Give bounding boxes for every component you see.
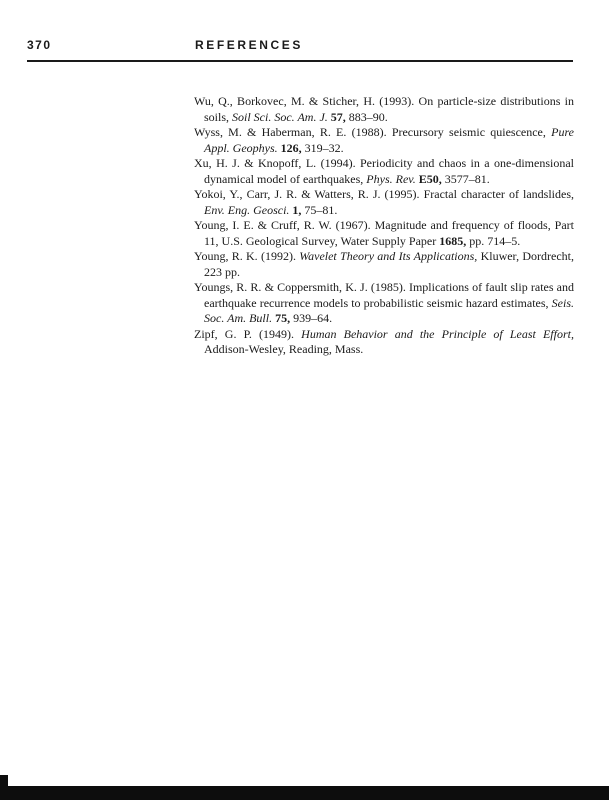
reference-text: Yokoi, Y., Carr, J. R. & Watters, R. J. (1995). Fractal character of landslides, bbox=[194, 187, 574, 201]
reference-entry bbox=[194, 156, 574, 187]
reference-volume-bold: 126, bbox=[280, 140, 302, 155]
running-head: REFERENCES bbox=[195, 38, 304, 52]
reference-text: 75–81. bbox=[301, 202, 338, 217]
reference-entry bbox=[194, 125, 574, 156]
reference-volume-bold: 75, bbox=[275, 311, 291, 325]
reference-entry bbox=[194, 187, 574, 218]
reference-title-italic: Phys. Rev. bbox=[366, 171, 416, 186]
reference-text: 939–64. bbox=[290, 311, 333, 325]
reference-text: Addison-Wesley, Reading, Mass. bbox=[204, 342, 364, 356]
reference-text: Wyss, M. & Haberman, R. E. (1988). Precursory seismic quiescence, bbox=[194, 125, 552, 139]
reference-title-italic: Pure Appl. Geophys. bbox=[204, 125, 574, 155]
reference-volume-bold: 1, bbox=[292, 202, 302, 217]
scan-edge-mark bbox=[0, 775, 8, 786]
reference-title-italic: Env. Eng. Geosci. bbox=[204, 202, 290, 217]
reference-entry bbox=[194, 94, 574, 125]
reference-entry bbox=[194, 327, 574, 358]
reference-entry bbox=[194, 280, 574, 327]
scan-edge-bar bbox=[0, 786, 609, 800]
reference-text: Zipf, G. P. (1949). bbox=[194, 326, 302, 341]
reference-text: Wu, Q., Borkovec, M. & Sticher, H. (1993). On particle-size distributions in soils, bbox=[194, 94, 574, 124]
reference-volume-bold: 57, bbox=[330, 109, 346, 124]
reference-text: Young, R. K. (1992). bbox=[194, 249, 300, 263]
page-number: 370 bbox=[27, 38, 52, 52]
reference-text: Youngs, R. R. & Coppersmith, K. J. (1985). Implications of fault slip rates and earthquake recurrence models to probabilistic seismic hazard estimates, bbox=[194, 280, 574, 310]
reference-text: Xu, H. J. & Knopoff, L. (1994). Periodicity and chaos in a one-dimensional dynamical model of earthquakes, bbox=[194, 156, 574, 186]
reference-volume-bold: E50, bbox=[418, 171, 442, 186]
reference-title-italic: Soil Sci. Soc. Am. J. bbox=[232, 109, 328, 124]
reference-text: 319–32. bbox=[301, 140, 344, 155]
page-header bbox=[27, 38, 577, 58]
reference-volume-bold: 1685, bbox=[439, 233, 467, 248]
reference-text: Kluwer, Dordrecht, 223 pp. bbox=[204, 249, 574, 279]
reference-text: 883–90. bbox=[345, 109, 388, 124]
reference-entry bbox=[194, 249, 574, 280]
reference-list bbox=[194, 94, 574, 358]
reference-title-italic: Seis. Soc. Am. Bull. bbox=[204, 295, 574, 325]
header-rule bbox=[27, 60, 573, 62]
reference-title-italic: Human Behavior and the Principle of Least Effort, bbox=[301, 326, 574, 341]
reference-title-italic: Wavelet Theory and Its Applications, bbox=[299, 249, 478, 263]
reference-text: 3577–81. bbox=[441, 171, 490, 186]
reference-entry bbox=[194, 218, 574, 249]
reference-text: Young, I. E. & Cruff, R. W. (1967). Magnitude and frequency of floods, Part 11, U.S. Geological Survey, Water Supply Paper bbox=[194, 218, 574, 248]
reference-text: pp. 714–5. bbox=[466, 233, 521, 248]
